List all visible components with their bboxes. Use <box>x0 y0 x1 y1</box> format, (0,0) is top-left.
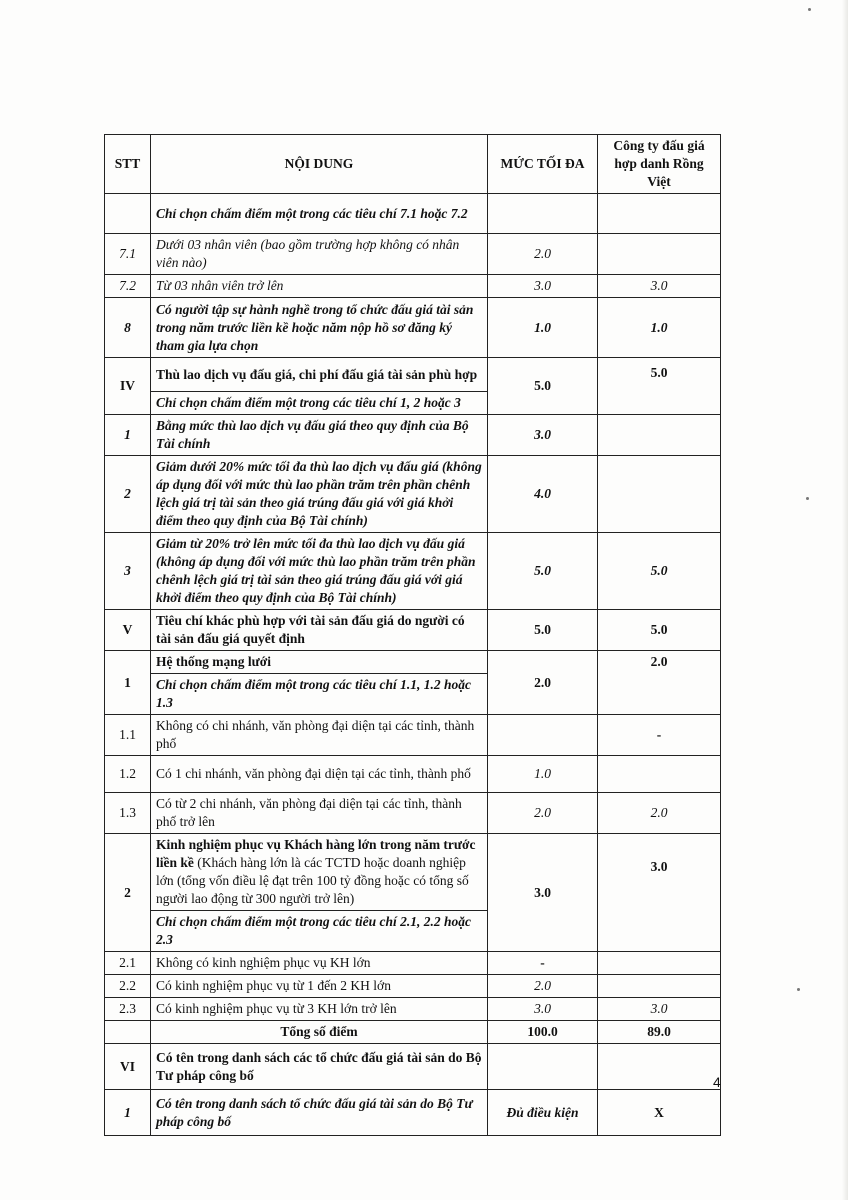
row-max: 1.0 <box>488 298 598 358</box>
row-score <box>598 415 721 456</box>
row-content: Có kinh nghiệm phục vụ từ 3 KH lớn trở lên <box>151 998 488 1021</box>
row-score: 1.0 <box>598 298 721 358</box>
row-stt: 2.1 <box>105 952 151 975</box>
row-score: 5.0 <box>598 610 721 651</box>
table-row <box>105 1090 721 1136</box>
row-score <box>598 1044 721 1090</box>
row-stt: 8 <box>105 298 151 358</box>
row-max: 5.0 <box>488 533 598 610</box>
table-row-section-iv <box>105 358 721 392</box>
page-edge <box>842 0 848 1200</box>
row-score: 2.0 <box>598 651 721 715</box>
table-row <box>105 793 721 834</box>
row-max: 3.0 <box>488 998 598 1021</box>
row-max: 2.0 <box>488 234 598 275</box>
row-stt: 1 <box>105 651 151 715</box>
row-content: Tiêu chí khác phù hợp với tài sản đấu giá do người có tài sản đấu giá quyết định <box>151 610 488 651</box>
table-row <box>105 756 721 793</box>
scan-speck <box>797 988 800 991</box>
row-content: Giảm dưới 20% mức tối đa thù lao dịch vụ đấu giá (không áp dụng đối với mức thù lao phần trăm trên phần chênh lệch giá trị tài sản theo giá trúng đấu giá với giá khởi điểm theo quy định của Bộ Tài chính) <box>151 456 488 533</box>
table-row <box>105 975 721 998</box>
header-content: NỘI DUNG <box>151 135 488 194</box>
row-score: - <box>598 715 721 756</box>
row-stt <box>105 194 151 234</box>
table-row <box>105 234 721 275</box>
row-score: 3.0 <box>598 275 721 298</box>
row-stt: 7.1 <box>105 234 151 275</box>
row-max: 2.0 <box>488 975 598 998</box>
row-content: Chỉ chọn chấm điểm một trong các tiêu chí 7.1 hoặc 7.2 <box>151 194 488 234</box>
header-max-score: MỨC TỐI ĐA <box>488 135 598 194</box>
row-max: Đủ điều kiện <box>488 1090 598 1136</box>
row-score: 5.0 <box>598 358 721 415</box>
row-max: - <box>488 952 598 975</box>
total-score: 89.0 <box>598 1021 721 1044</box>
row-content <box>151 834 488 911</box>
row-stt: IV <box>105 358 151 415</box>
row-max: 4.0 <box>488 456 598 533</box>
row-content: Có người tập sự hành nghề trong tổ chức đấu giá tài sản trong năm trước liền kề hoặc năm nộp hồ sơ đăng ký tham gia lựa chọn <box>151 298 488 358</box>
row-score: 3.0 <box>598 834 721 952</box>
table-row <box>105 456 721 533</box>
row-stt: 2.2 <box>105 975 151 998</box>
row-score: X <box>598 1090 721 1136</box>
row-stt: 2 <box>105 834 151 952</box>
row-score: 3.0 <box>598 998 721 1021</box>
row-max: 3.0 <box>488 415 598 456</box>
table-row <box>105 275 721 298</box>
row-max: 3.0 <box>488 275 598 298</box>
row-content: Thù lao dịch vụ đấu giá, chi phí đấu giá tài sản phù hợp <box>151 358 488 392</box>
total-label: Tổng số điểm <box>151 1021 488 1044</box>
row-score <box>598 975 721 998</box>
row-subnote: Chỉ chọn chấm điểm một trong các tiêu chí 1.1, 1.2 hoặc 1.3 <box>151 674 488 715</box>
table-row <box>105 415 721 456</box>
row-stt: 3 <box>105 533 151 610</box>
row-score <box>598 756 721 793</box>
row-stt: 1.1 <box>105 715 151 756</box>
row-max: 5.0 <box>488 610 598 651</box>
row-score <box>598 234 721 275</box>
row-content: Từ 03 nhân viên trở lên <box>151 275 488 298</box>
row-content: Bằng mức thù lao dịch vụ đấu giá theo quy định của Bộ Tài chính <box>151 415 488 456</box>
row-max: 3.0 <box>488 834 598 952</box>
row-content: Có tên trong danh sách các tổ chức đấu giá tài sản do Bộ Tư pháp công bố <box>151 1044 488 1090</box>
row-max: 2.0 <box>488 651 598 715</box>
row-stt <box>105 1021 151 1044</box>
row-content: Có kinh nghiệm phục vụ từ 1 đến 2 KH lớn <box>151 975 488 998</box>
row-content: Dưới 03 nhân viên (bao gồm trường hợp không có nhân viên nào) <box>151 234 488 275</box>
row-content: Không có chi nhánh, văn phòng đại diện tại các tỉnh, thành phố <box>151 715 488 756</box>
row-stt: V <box>105 610 151 651</box>
table-row <box>105 533 721 610</box>
row-content-rest: (Khách hàng lớn là các TCTD hoặc doanh nghiệp lớn (tổng vốn điều lệ đạt trên 100 tỷ đồng hoặc có tổng số người lao động từ 300 người trở lên) <box>156 855 469 906</box>
table-total-row <box>105 1021 721 1044</box>
table-row <box>105 834 721 911</box>
row-max: 2.0 <box>488 793 598 834</box>
row-stt: VI <box>105 1044 151 1090</box>
scan-speck <box>808 8 811 11</box>
table-row <box>105 298 721 358</box>
row-content: Có từ 2 chi nhánh, văn phòng đại diện tại các tỉnh, thành phố trở lên <box>151 793 488 834</box>
scoring-table <box>104 134 721 1136</box>
row-score <box>598 952 721 975</box>
row-score <box>598 456 721 533</box>
row-stt: 2 <box>105 456 151 533</box>
row-max: 1.0 <box>488 756 598 793</box>
row-content: Không có kinh nghiệm phục vụ KH lớn <box>151 952 488 975</box>
table-header-row <box>105 135 721 194</box>
row-score: 2.0 <box>598 793 721 834</box>
row-max <box>488 194 598 234</box>
table-row <box>105 194 721 234</box>
page-number: 4 <box>713 1074 721 1090</box>
header-company: Công ty đấu giá hợp danh Rồng Việt <box>598 135 721 194</box>
row-content: Hệ thống mạng lưới <box>151 651 488 674</box>
table-row-section-vi <box>105 1044 721 1090</box>
row-max: 5.0 <box>488 358 598 415</box>
row-stt: 2.3 <box>105 998 151 1021</box>
table-row <box>105 715 721 756</box>
row-content: Có 1 chi nhánh, văn phòng đại diện tại các tỉnh, thành phố <box>151 756 488 793</box>
row-score: 5.0 <box>598 533 721 610</box>
table-row <box>105 651 721 674</box>
row-content: Giảm từ 20% trở lên mức tối đa thù lao dịch vụ đấu giá (không áp dụng đối với mức thù lao phần trăm trên phần chênh lệch giá trị tài sản theo giá trúng đấu giá với giá khởi điểm theo quy định của Bộ Tài chính) <box>151 533 488 610</box>
row-subnote: Chỉ chọn chấm điểm một trong các tiêu chí 1, 2 hoặc 3 <box>151 392 488 415</box>
row-content: Có tên trong danh sách tổ chức đấu giá tài sản do Bộ Tư pháp công bố <box>151 1090 488 1136</box>
header-stt: STT <box>105 135 151 194</box>
row-stt: 1.3 <box>105 793 151 834</box>
table-row-section-v <box>105 610 721 651</box>
row-max <box>488 1044 598 1090</box>
row-subnote: Chỉ chọn chấm điểm một trong các tiêu chí 2.1, 2.2 hoặc 2.3 <box>151 911 488 952</box>
row-stt: 1 <box>105 415 151 456</box>
row-max <box>488 715 598 756</box>
row-stt: 1.2 <box>105 756 151 793</box>
row-stt: 1 <box>105 1090 151 1136</box>
table-row <box>105 998 721 1021</box>
total-max: 100.0 <box>488 1021 598 1044</box>
row-stt: 7.2 <box>105 275 151 298</box>
row-content-bold: Kinh nghiệm phục vụ Khách hàng lớn trong năm trước liền kề <box>156 837 476 870</box>
table-row <box>105 952 721 975</box>
scan-speck <box>806 497 809 500</box>
row-score <box>598 194 721 234</box>
